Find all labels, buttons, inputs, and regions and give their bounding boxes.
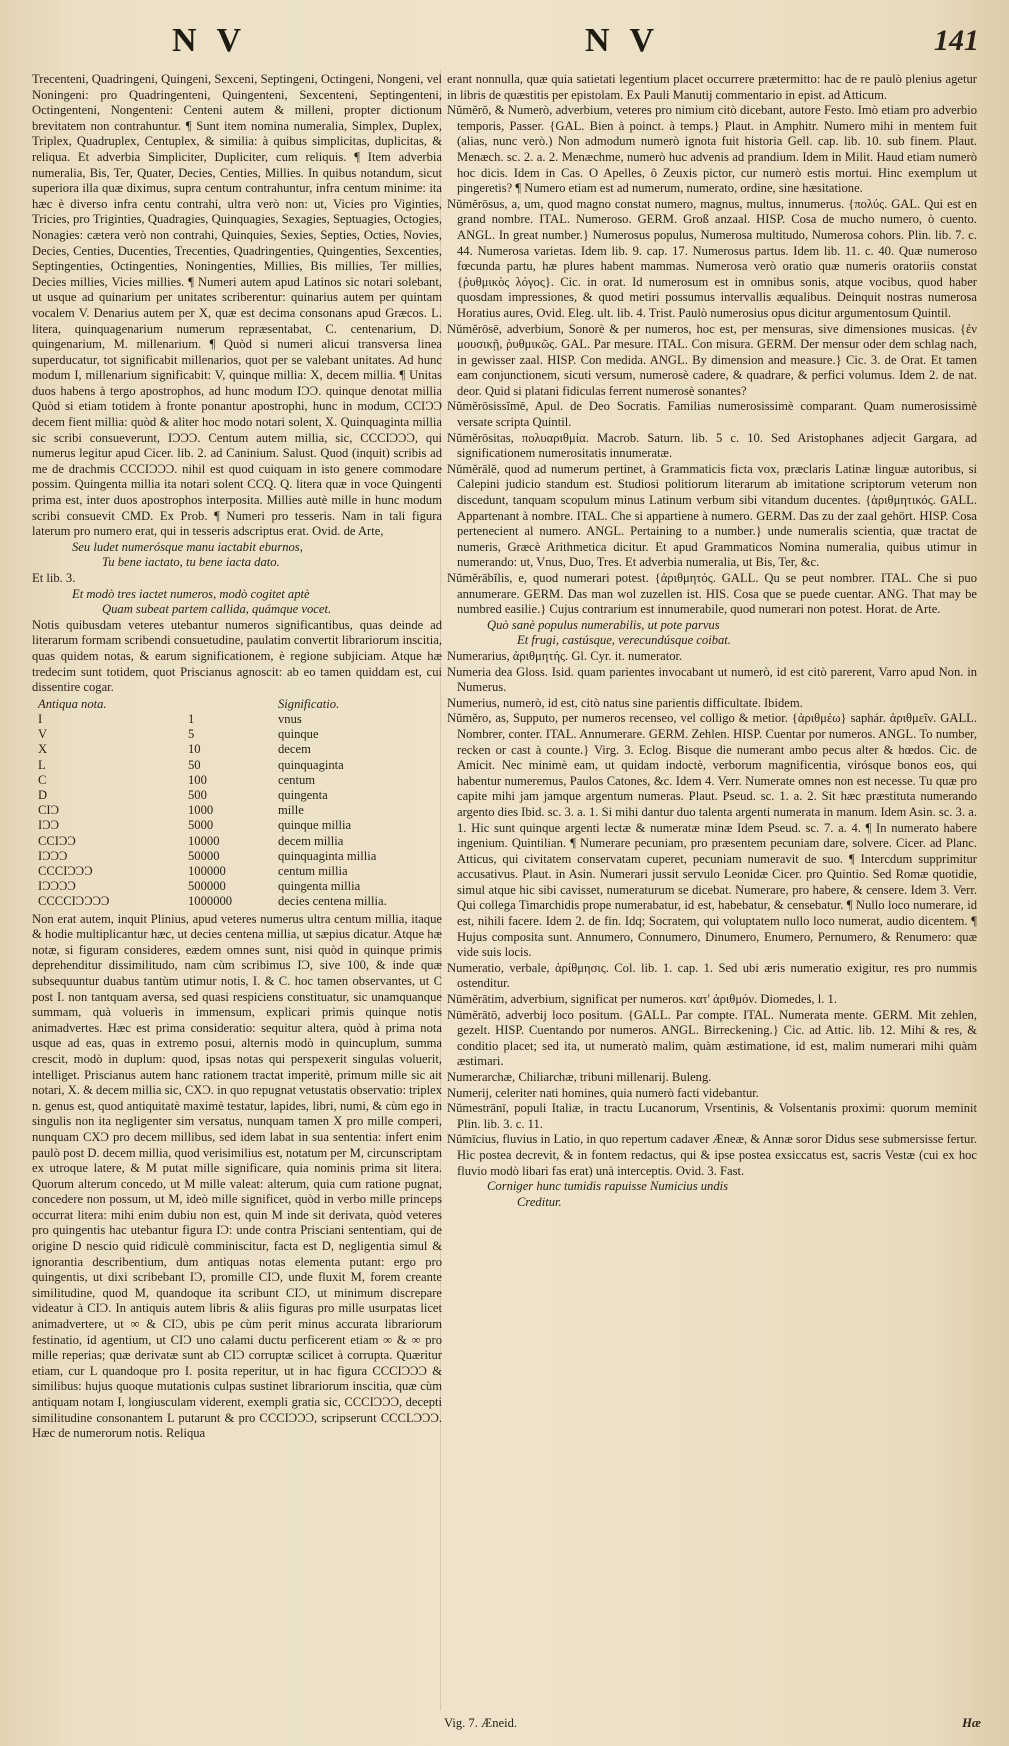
table-cell-sig: vnus: [278, 711, 302, 726]
table-cell-nota: CCCIƆƆƆ: [38, 863, 93, 878]
table-row: [38, 818, 387, 833]
entry-numeratio: Numeratio, verbale, ἀρίθμησις. Col. lib. 1. cap. 1. Sed ubi æris numeratio exigitur, res pro nummis ostenditur.: [447, 960, 977, 991]
table-cell-num: 500000: [188, 879, 226, 894]
running-head-left: N V: [172, 22, 247, 59]
entry-numerose: Nŭmĕrōsē, adverbium, Sonorè & per numeros, hoc est, per mensuras, sive dimensiones musicas. {ἐν μουσικῇ, ῥυθμικῶς. GAL. Par mesure. ITAL. Con misura. GERM. Der mensur oder dem schlag nach, in gewisser zaal. HISP. Con medida. ANGL. By dimension and measure.} Cic. 3. de Orat. Et tamen eam conjunctionem, sicuti versum, numerosè cadere, & quadrare, & perfici volumus. Idem 2. de nat. deor. Quid si platani fidiculas ferrent numerosè sonantes?: [447, 321, 977, 398]
verse-line: Creditur.: [517, 1194, 562, 1209]
table-cell-sig: quinquaginta: [278, 757, 344, 772]
table-cell-sig: quinque millia: [278, 818, 352, 833]
verse-line: Quò sanè populus numerabilis, ut pote parvus: [487, 617, 720, 632]
verse-line: Tu bene iactato, tu bene iacta dato.: [102, 555, 280, 570]
entry-numerarius: Numerarius, ἀριθμητής. Gl. Cyr. it. numerator.: [447, 648, 683, 663]
table-cell-sig: decies centena millia.: [278, 894, 387, 909]
table-cell-nota: V: [38, 727, 48, 742]
table-cell-num: 10000: [188, 833, 220, 848]
table-row: [38, 864, 387, 879]
citation: Et lib. 3.: [32, 571, 76, 585]
table-cell-num: 100000: [188, 863, 226, 878]
paragraph-numerals: Trecenteni, Quadringeni, Quingeni, Sexceni, Septingeni, Octingeni, Nongeni, vel Noningeni: pro Quadringenteni, Quingenteni, Sexcenteni, Septingenteni, Octingenteni, Nongenteni: Centeni autem & milleni, propter dictionum brevitatem non contrahuntur. ¶ Sunt item nomina numeralia, Simplex, Duplex, Triplex, Quadruplex, Centuplex, & similia: à quibus simplicitas, duplicitas, & reliqua. Et adverbia Simpliciter, Dupliciter, cum reliquis. ¶ Item adverbia numeralia, Bis, Ter, Quater, Decies, Centies, Millies. In quibus notandum, sicut superiora illa quæ diximus, supra centum contrahuntur, infra centum minime: ita hæc è diverso infra centu contrahi, ultra verò non: ut, Vicies pro Viginties, Tricies, pro Triginties, Quadragies, Quinquagies, Sexagies, Septuagies, Octogies, Nonagies: cætera verò non contrahi, Quinquies, Sexies, Septies, Octies, Novies, Decies, Centies, Ducenties, Trecenties, Quadringenties, Quingenties, Sexcenties, Septingenties, Octingenties, Noningenties, Millies, Bis millies, Ter millies, Decies millies, Vicies millies. ¶ Numeri autem apud Latinos sic notari solebant, ut usque ad quinarium per unitates scriberentur: quinarius autem per quintam vocalem V. Denarius autem per X, quæ est decima consonans apud Græcos. L. litera, quinquagenarium numerum repræsentabat, C. centenarium, D. quingenarium, M. millenarium. ¶ Quòd si numeri alicui transversa linea superducatur, tot significabit millenarios, quot per se valebant unitates. Ad hunc modum I, millenarium significabit: V, quinque millia: X, decem millia. ¶ Unitas duos habens à tergo apostrophos, ad hunc modum IƆƆ. quinque denotat millia Quòd si etiam totidem à fronte ponantur apostrophi, hunc in modum, CCIƆƆ decem fient millia: quòd & aliter hoc modo notari solent, X. Quinquaginta millia sic scribi consueverunt, IƆƆƆ. Centum autem millia, sic, CCCIƆƆƆ, qui numerus legitur apud Cicer. lib. 2. ad Caninium. Salust. Quod (inquit) scribis ad me de drachmis CCCIƆƆƆ. nihil est quod cuiquam in isto genere commodare possim. Quingenta millia ita notari solent CCQ. Q. litera quæ in voce Quingenti prima est, inter duos apostrophos interposita. Millies autè mille in hunc modum scribi consuevit CMD. Ex Prob. ¶ Numeri pro tesseris. Nam in tali figura laterum pro numero erat, qui in tesseris adscriptus erat. Ovid. de Arte,: [32, 72, 442, 539]
entry-numerosus: Nŭmĕrōsus, a, um, quod magno constat numero, magnus, multus, innumerus. {πολύς. GAL. Qui est en grand nombre. ITAL. Numeroso. GERM. Groß anzaal. HISP. Cosa de mucho numero, ò cuento. ANGL. In great number.} Numerosus populus, Numerosa multitudo, Numerosa cohors. Plin. lib. 7. c. 44. Numerosa varietas. Idem lib. 9. cap. 17. Numerosus partus. Idem lib. 11. c. 40. Quæ numeroso fœcunda partu, hæ plures habent mammas. Numerosa verò oratio quæ numeris oratoriis constat {ῥυθμικὸς λόγος}. Cic. in orat. Id numerosum est in omnibus sonis, atque vocibus, quod haber quosdam impressiones, & quod metiri possumus intervallis æqualibus. Deinquit nostras numerosa Horatius aures, Ovid. Eleg. ult. lib. 4. Trist. Paulò numerosius opus dicitur argumentosum Quintil.: [447, 196, 977, 320]
entry-numerosissime: Nŭmĕrōsissĭmē, Apul. de Deo Socratis. Familias numerosissimè comparant. Quam numerosissimè versate scripta Quintil.: [447, 399, 977, 430]
footer-citation: Vig. 7. Æneid.: [444, 1716, 518, 1730]
table-cell-nota: L: [38, 757, 46, 772]
table-cell-nota: X: [38, 742, 48, 757]
table-row: [38, 803, 387, 818]
table-header-significatio: Significatio.: [278, 696, 340, 711]
table-cell-nota: CCIƆƆ: [38, 833, 76, 848]
table-row: [38, 894, 387, 909]
table-cell-nota: I: [38, 711, 43, 726]
table-row: [38, 773, 387, 788]
table-cell-sig: centum millia: [278, 863, 348, 878]
table-row: [38, 712, 387, 727]
table-cell-nota: IƆƆƆ: [38, 848, 68, 863]
table-cell-num: 1000000: [188, 894, 233, 909]
entry-numero: Nŭmĕrŏ, & Numerò, adverbium, veteres pro nimium citò dicebant, autore Festo. Imò etiam pro adverbio temporis, Passer. {GAL. Bien à poinct. à temps.} Plaut. in Amphitr. Numero mihi in mentem fuit (alias, nunc verò.) Non admodum numerò ignota fuit historia Gell. cap. lib. 10. sub finem. Plaut. Menæch. sc. 2. a. 2. Menæchme, numerò huc advenis ad prandium. Idem in Milit. Haud etiam numerò hoc dicis. Idem in Cas. O Apelles, ô Zeuxis pictor, cur numerò estis mortui. Hinc exemplum ut pingeretis? ¶ Numero etiam est ad numerum, numerato, ordine, sine hæsitatione.: [447, 103, 977, 196]
entry-numestrani: Nŭmestrānī, populi Italiæ, in tractu Lucanorum, Vrsentinis, & Volsentanis proximi: quorum meminit Plin. lib. 3. c. 11.: [447, 1101, 977, 1131]
verse-line: Quam subeat partem callida, quámque vocet.: [102, 602, 332, 617]
table-cell-num: 10: [188, 742, 201, 757]
entry-numero-as: Nŭmĕro, as, Supputo, per numeros recenseo, vel colligo & metior. {ἀριθμέω} saphár. ἀριθμεῖν. GALL. Nombrer, conter. ITAL. Annumerare. GERM. Zehlen. HISP. Cuentar por numeros. ANGL. To number, recken or cast à counte.} Virg. 3. Eclog. Bisque die numerant ambo pecus alter & hœdos. Cic. de Amicit. Nec minimè eam, ut quidam indoctè, verborum magnificentia, virósque bonos eos, qui habentur numeremus, Paulos Catones, &c. Idem 4. Verr. Numerate omnes non est necesse. Tu quæ pro capite mihi jam jamque argentum numeras. Plaut. Pseud. sc. 1. a. 2. Sit hæc præstituta numerando argento dies Ibid. sc. 3. a. 1. Si mihi dantur duo talenta argenti numerata in manum. Idem Asin. sc. 3. a. 1. Hic sunt quinque argenti lectæ & numeratæ minæ Idem Pseud. sc. 7. a. 4. ¶ In numerato habere ingenium. Quintilian. ¶ Numerare pecuniam, pro præsentem pecuniam dare, solvere. Cicer. ad Planc. Atticus, qui civitatem conservatam cuperet, pecuniam numeravit de suo. ¶ Intercdum supprimitur accusativus. Plaut. in Asin. Numerari jussit servulo Leonidæ Cicer. pro Quintio. Sed Romæ quotidie, simul atque hic sibi cavisset, numeraturum se dicebat. Numerare, pro habere, & censere. Idem 3. Verr. Qui collega Timarchidis prope numerabatur, id est, habebatur, & censebatur. ¶ Nullo loco numerare, id est, nihili facere. Idem 2. de fin. Idq; Socratem, qui voluptatem nullo loco numerat, audio dicentem. ¶ Hujus composita sunt. Annumero, Connumero, Dinumero, Enumero, Pernumero, & Renumero: quæ vide suis locis.: [447, 711, 977, 960]
table-cell-sig: mille: [278, 803, 304, 818]
verse-line: Et modò tres iactet numeros, modò cogitet aptè: [72, 586, 310, 601]
table-cell-nota: IƆƆ: [38, 818, 59, 833]
paragraph-notae: Notis quibusdam veteres utebantur numeros significantibus, quas deinde ad literarum formam scribendi consuetudine, paulatim convertit librariorum inscitia, quas quidem notas, & earum significationem, è regione subjiciam. Atque hæ tredecim sunt totidem, quot Priscianus agnoscit: ab eo tamen quiddam est, cui dissentire cogar.: [32, 617, 442, 695]
table-cell-sig: decem millia: [278, 833, 344, 848]
entry-numeralis: Nŭmĕrālĕ, quod ad numerum pertinet, à Grammaticis ficta vox, præclaris Latinæ linguæ autoribus, si Calepini judicio standum est. Studiosi politiorum literarum ab imitatione scriptorum veterum non discedunt, tanquam scopulum minus Latinum verbum sibi vitandum ducentes. {ἀριθμητικός. GALL. Appartenant à nombre. ITAL. Che si appartiene à numero. GERM. Das zu der zaal gehört. HISP. Cosa pertenecient al numero. ANGL. Pertaining to a number.} unde numeralis scientia, quæ tractat de numeris, Græcè Arithmetica dicitur. Et apud Grammaticos Nomina numeralia, quibus utimur in numerando: ut, Vnus, Duo, Tres. Et adverbia numeralia, ut Bis, Ter, &c.: [447, 461, 977, 570]
table-cell-sig: quinquaginta millia: [278, 848, 377, 863]
table-cell-num: 50000: [188, 848, 220, 863]
table-cell-nota: IƆƆƆƆ: [38, 879, 76, 894]
table-row: [38, 849, 387, 864]
table-cell-num: 50: [188, 757, 201, 772]
entry-numicius: Nŭmīcius, fluvius in Latio, in quo repertum cadaver Æneæ, & Annæ soror Didus sese submersisse fertur. Hic postea decrevit, & in fontem redactus, qui & ipse postea exsiccatus est, sacris Vestæ (cui ex hoc fluvio modò libari fas erat) unà interceptis. Ovid. 3. Fast.: [447, 1132, 977, 1178]
table-cell-sig: centum: [278, 772, 316, 787]
table-cell-sig: decem: [278, 742, 311, 757]
table-cell-sig: quingenta: [278, 787, 328, 802]
page-number: 141: [934, 24, 979, 57]
table-cell-sig: quingenta millia: [278, 879, 361, 894]
verse-line: Seu ludet numerósque manu iactabit eburnos,: [72, 539, 303, 554]
running-head-right: N V: [585, 22, 660, 59]
table-header-notae: Antiqua nota.: [38, 696, 107, 711]
table-row: [38, 742, 387, 757]
table-row: [38, 834, 387, 849]
verse-line: Corniger hunc tumidis rapuisse Numicius undis: [487, 1179, 729, 1194]
entry-numerius: Numerius, numerò, id est, citò natus sine parientis difficultate. Ibidem.: [447, 695, 803, 710]
paragraph-plinius: Non erat autem, inquit Plinius, apud veteres numerus ultra centum millia, itaque & hodie multiplicantur hæc, ut decies centena millia, ut sæpius dicatur. Atque hæ notæ, si figuram consideres, eædem omnes sunt, nisi quòd in quinque primis deprehenditur dissimilitudo, nam cùm scribimus IƆ, sive 100, & inde quæ subsequuntur duabus tantùm utimur notis, I. & C. hoc tamen observantes, ut C post I. non tantquam aversa, sed quasi respiciens constituatur, sic unamquanque summam, quà voluerìs in immensum, explicari primis quinque notis animadvertes. Hæc est prima consideratio: sequitur altera, quòd à prima nota usque ad eas, quas in extremo posui, alternis modò in quincuplum, summa crescit, modò in duplum: quod, ipsas notas qui perspexerit singulas voluerit, intelliget. Priscianus autem hanc rationem tractat imperitè, primum mille sic ait notari, X. & decem millia sic, CXƆ. in quo repugnat vetustatis observatio: triplex n. genus est, quod antiquitatè maximè testatur, lapides, libri, numi, & cùm ego in singulis non ita negligenter sim versatus, nunquam tamen X pro mille comperi, nunquam CXƆ pro decem millibus, sed idem labat in sua sententia: infert enim paulò post D. decem millia, quod verisimilius est, notatum per M, circunscriptam ex utroque latere, & M putat mille significare, quia nominis prima sit litera. Quorum alterum concedo, ut M mille valeat: alterum, quia cum ratione pugnat, concedere non possum, ut M, ideò mille significet, quòd in verbo mille princeps occurrat litera: mihi enim dubiu non est, quin M inde sit derivata, quòd veteres pro quingentis hac utebantur figura IƆ: unde contra Prisciani sententiam, qui de origine D nescio quid ridiculè comminiscitur, facta est D, negligentia simul & ignorantia describentium, dum antiquas notas elementa putant: ergo pro quingentis, ut dixi scribebant IƆ, promille CIƆ, unde fluxit M, forem creante similitudine, quod M, quandoque ita scribunt CIƆ, ut minimum discrepare videatur à CIƆ. In antiquis autem libris & aliis figuras pro mille usurpatas licet animadvertere, ut ∞ & CIƆ, ubis pe cùm perit minus accurata librariorum festinatio, id agentium, ut CIƆ uno calami ductu perficerent etiam ∞ & ∞ pro mille reperias; quæ derivatæ sunt ab CIƆ corruptæ scilicet à corrupta. Quæritur etiam, cur L quandoque pro I. posita reperitur, ut in hac figura CCCIƆƆƆ & similibus: hujus quoque mutationis culpas sustinet librariorum inscitia, quæ cùm antiquam notam I, longiusculam viderent, exempli gratia sic, CCCIƆƆƆ, decepti similitudine consonantem L putarunt & pro CCCIƆƆƆ, scripserunt CCCLƆƆƆ. Hæc de numerorum notis. Reliqua: [32, 911, 442, 1441]
entry-numerabilis: Nŭmĕrābĭlis, e, quod numerari potest. {ἀριθμητός. GALL. Qu se peut nombrer. ITAL. Che si puo annumerare. GERM. Das man wol zuzellen ist. HIS. Cosa que se puede cuentar. ANG. That may be numbred easilie.} Cujus contrarium est innumerabile, quod numerari non potest. Horat. de Arte.: [447, 571, 977, 617]
table-cell-num: 500: [188, 787, 207, 802]
entry-numerarchae: Numerarchæ, Chiliarchæ, tribuni millenarij. Buleng.: [447, 1070, 712, 1084]
catchword: Hæ: [962, 1716, 981, 1730]
table-cell-num: 1000: [188, 803, 214, 818]
table-cell-nota: CCCCIƆƆƆƆ: [38, 894, 110, 909]
left-column: [32, 72, 442, 1442]
table-row: [38, 788, 387, 803]
entry-continuation: erant nonnulla, quæ quia satietati legentium placet occurrere prætermitto: hac de re paulò plenius agetur in libris de quæstitis per epistolam. Ex Pauli Manutij commentario in epist. ad Atticum.: [447, 72, 977, 102]
table-row: [38, 758, 387, 773]
table-cell-num: 5: [188, 727, 195, 742]
table-cell-num: 100: [188, 772, 207, 787]
table-cell-nota: C: [38, 772, 47, 787]
entry-numeratim: Nūmĕrātim, adverbium, significat per numeros. κατ' ἀριθμόν. Diomedes, l. 1.: [447, 992, 837, 1007]
roman-numeral-table: [38, 697, 387, 910]
table-cell-num: 5000: [188, 818, 214, 833]
entry-numerato: Nūmĕrātō, adverbij loco positum. {GALL. Par compte. ITAL. Numerata mente. GERM. Mit zehlen, gezelt. HISP. Cuentando por numeros. ANGL. Birreckening.} Cic. ad Attic. lib. 12. Mihi & res, & conditio placet; sed ita, ut numeratò malim, quàm æstimatione, id est, malim numerari mihi quàm æstimari.: [447, 1007, 977, 1069]
table-cell-nota: D: [38, 787, 48, 802]
verse-line: Et frugi, castúsque, verecundúsque coibat.: [517, 633, 731, 648]
entry-numerij: Numerij, celeriter nati homines, quia numerò facti videbantur.: [447, 1085, 759, 1100]
right-column: [447, 72, 977, 1210]
table-row: [38, 879, 387, 894]
entry-numeria: Numeria dea Gloss. Isid. quam parientes invocabant ut numerò, id est citò parerent, Varro apud Non. in Numerus.: [447, 664, 977, 695]
table-cell-nota: CIƆ: [38, 803, 59, 818]
table-cell-sig: quinque: [278, 727, 319, 742]
table-row: [38, 727, 387, 742]
entry-numerositas: Nŭmĕrōsitas, πολυαριθμία. Macrob. Saturn. lib. 5 c. 10. Sed Aristophanes adjecit Gargara, ad significationem numerositatis innumeratæ.: [447, 430, 977, 461]
table-cell-num: 1: [188, 711, 195, 726]
